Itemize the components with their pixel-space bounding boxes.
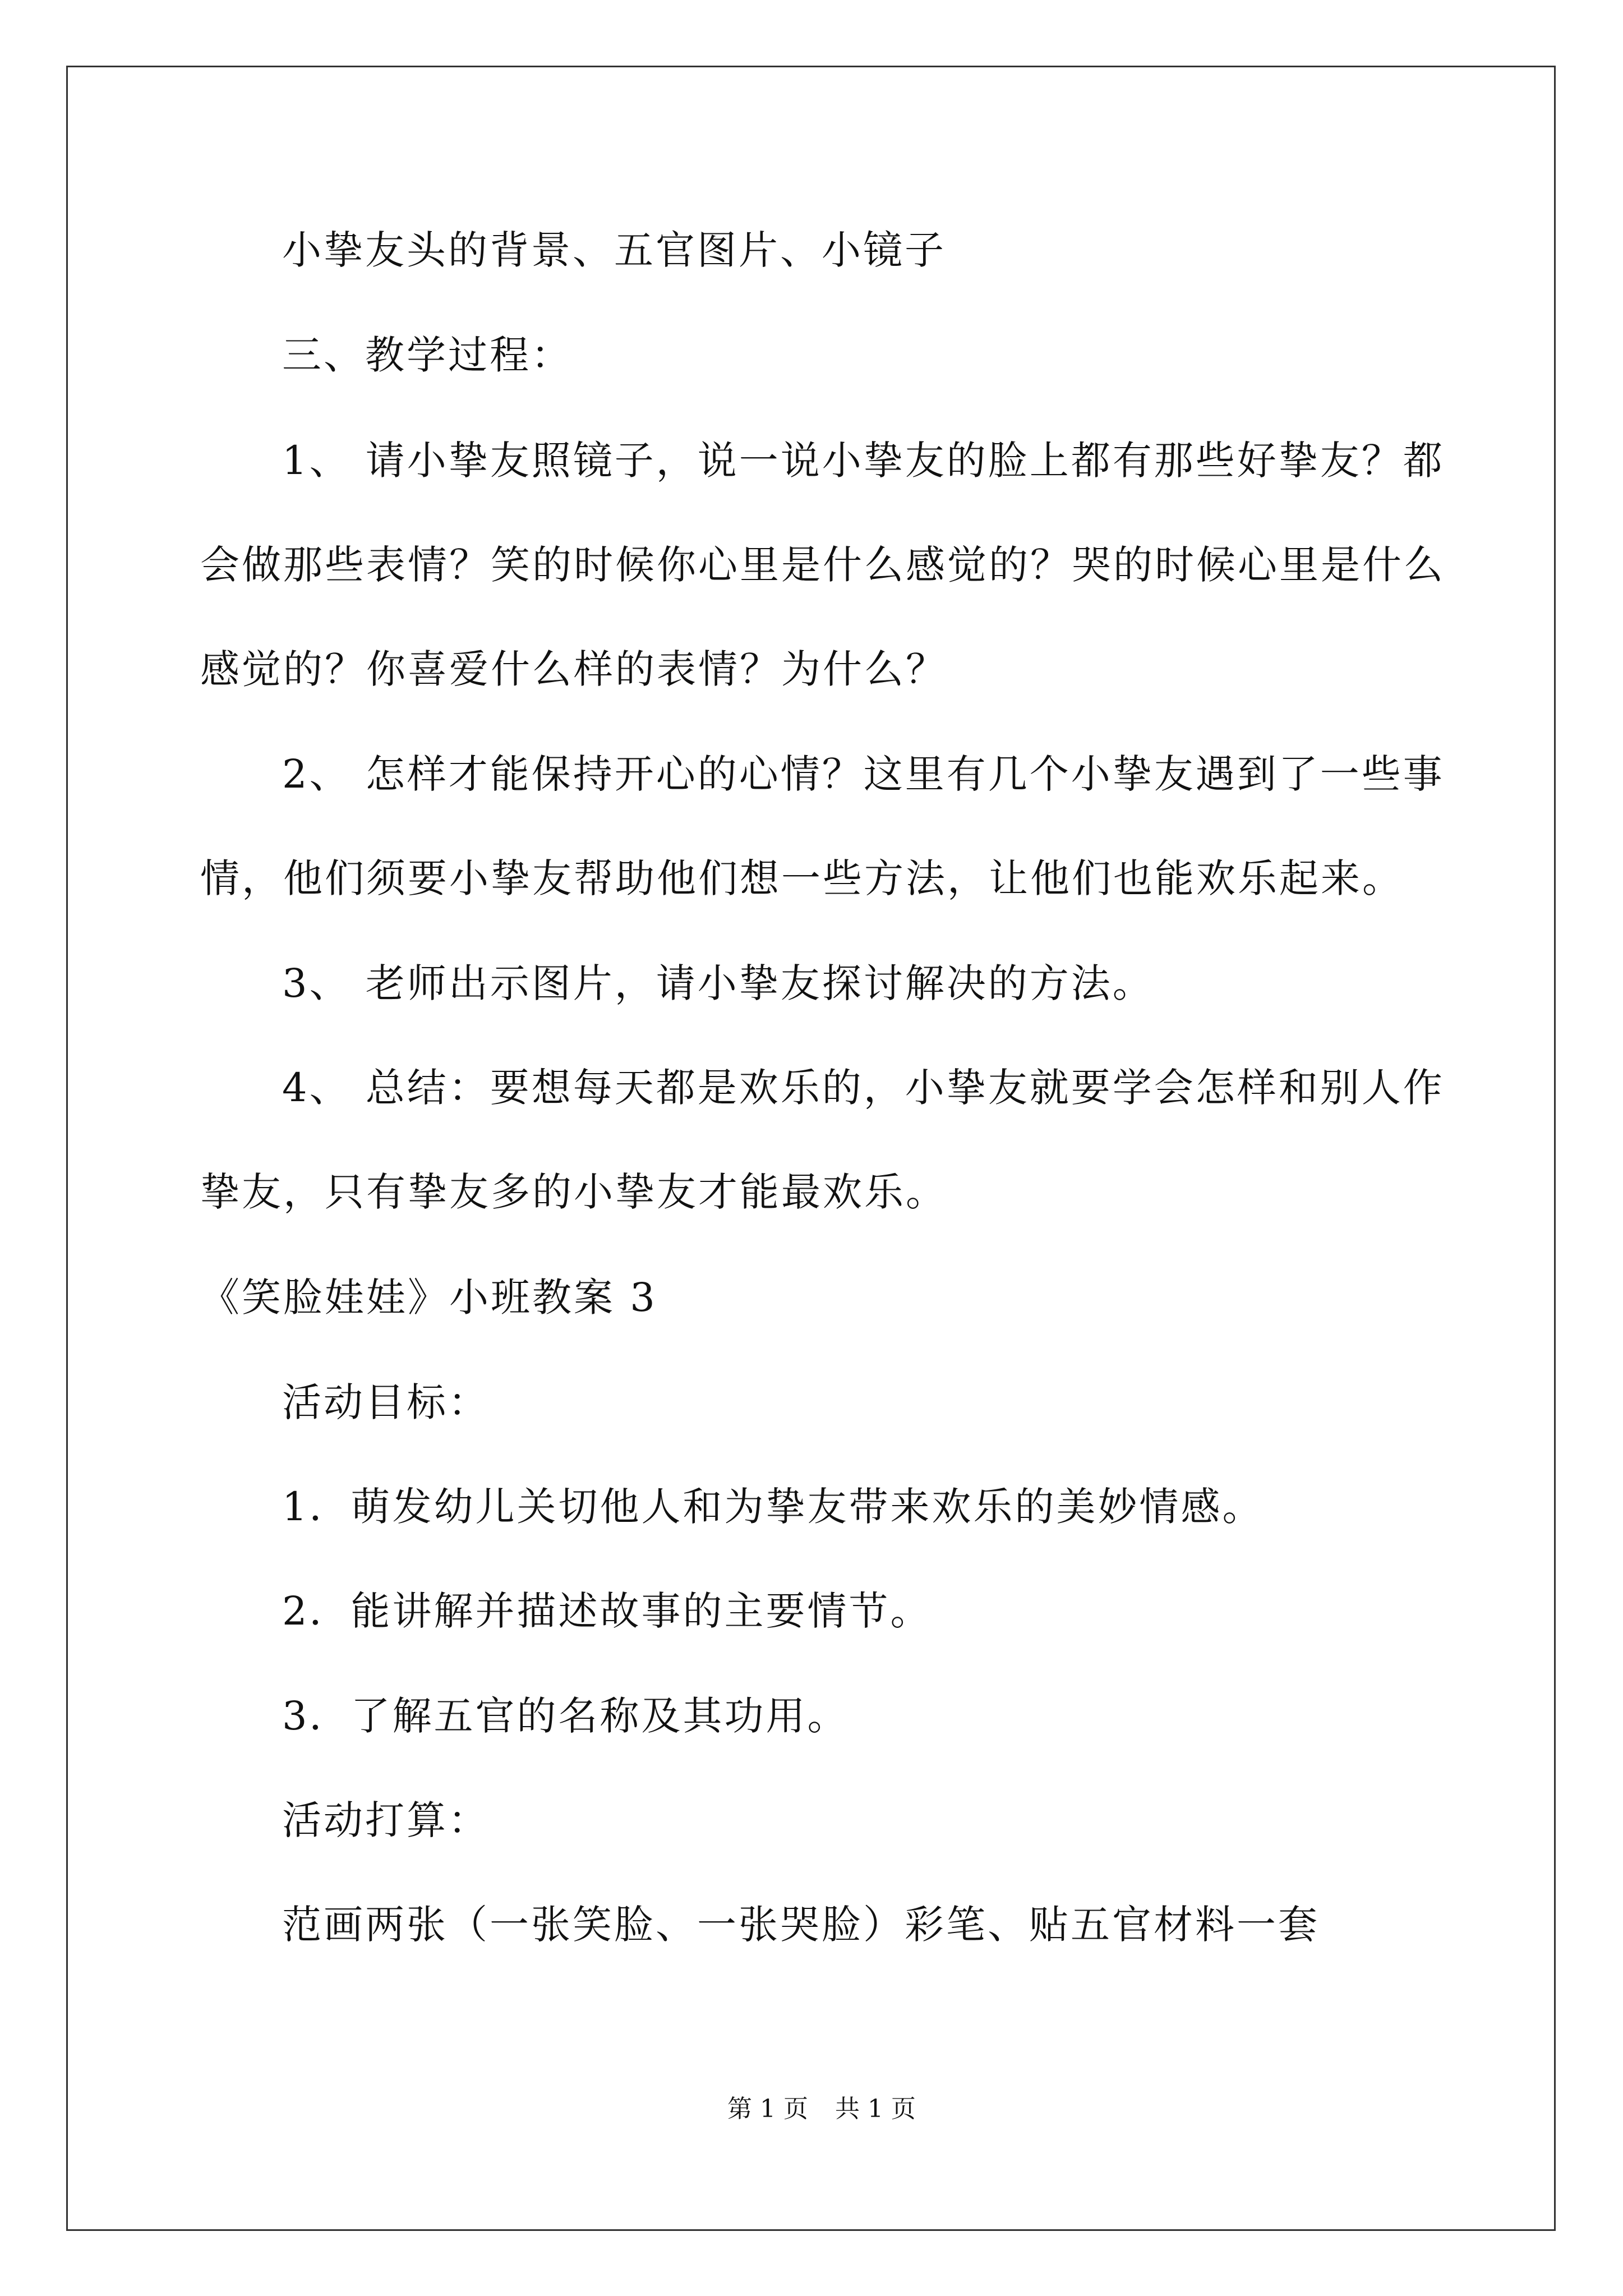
step1-line2: 会做那些表情？笑的时候你心里是什么感觉的？哭的时候心里是什么 <box>200 542 1445 588</box>
step1-line3: 感觉的？你喜爱什么样的表情？为什么？ <box>200 646 947 692</box>
prep-items: 范画两张（一张笑脸、一张哭脸）彩笔、贴五官材料一套 <box>282 1902 1320 1948</box>
materials-line: 小挚友头的背景、五官图片、小镜子 <box>282 227 946 273</box>
step1-line1: 1、 请小挚友照镜子，说一说小挚友的脸上都有那些好挚友？都 <box>282 438 1445 484</box>
page-total: 共 1 页 <box>834 2095 916 2123</box>
step4-line1: 4、 总结：要想每天都是欢乐的，小挚友就要学会怎样和别人作 <box>282 1065 1445 1111</box>
process-heading: 三、教学过程： <box>282 332 573 378</box>
prep-heading: 活动打算： <box>282 1797 490 1843</box>
goal-item-1: 1．萌发幼儿关切他人和为挚友带来欢乐的美妙情感。 <box>282 1484 1264 1530</box>
step3-line: 3、 老师出示图片，请小挚友探讨解决的方法。 <box>282 960 1154 1006</box>
step2-line1: 2、 怎样才能保持开心的心情？这里有几个小挚友遇到了一些事 <box>282 751 1445 797</box>
goals-heading: 活动目标： <box>282 1379 490 1425</box>
step2-line2: 情，他们须要小挚友帮助他们想一些方法，让他们也能欢乐起来。 <box>200 855 1404 901</box>
page-number: 第 1 页 <box>727 2095 808 2123</box>
step4-line2: 挚友，只有挚友多的小挚友才能最欢乐。 <box>200 1169 947 1215</box>
page-footer <box>727 2092 916 2126</box>
goal-item-2: 2．能讲解并描述故事的主要情节。 <box>282 1588 932 1634</box>
goal-item-3: 3．了解五官的名称及其功用。 <box>282 1693 849 1739</box>
lesson-title: 《笑脸娃娃》小班教案 3 <box>200 1274 657 1320</box>
